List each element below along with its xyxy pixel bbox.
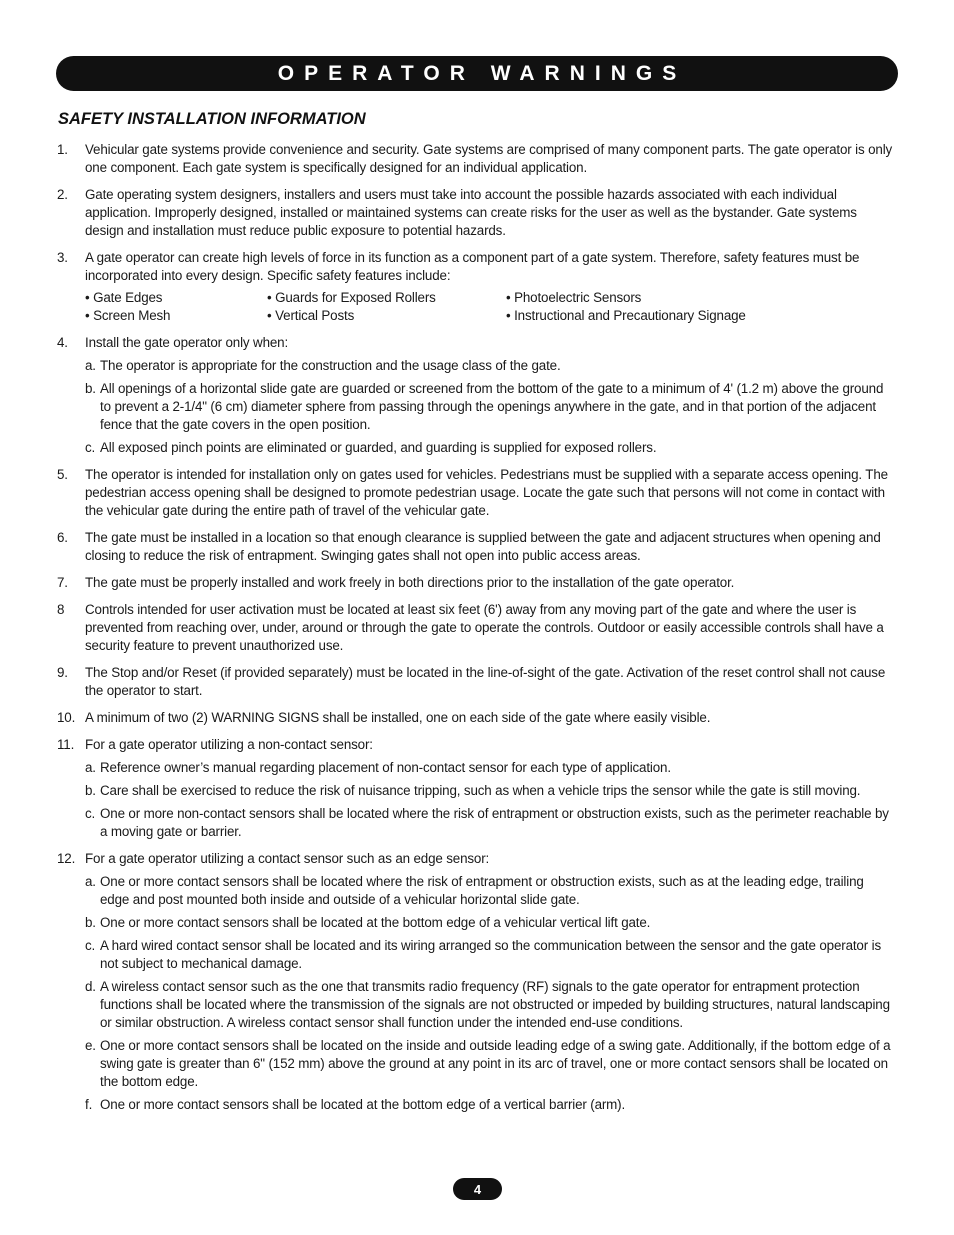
sub-item-letter: a.: [85, 874, 96, 889]
safety-feature-bullet: • Gate Edges: [85, 290, 163, 305]
item-number: 10.: [57, 710, 76, 725]
sub-item-text: All exposed pinch points are eliminated or guarded, and guarding is supplied for exposed rollers.: [100, 440, 657, 455]
sub-item: [85, 914, 895, 932]
list-item: [57, 601, 895, 655]
sub-item-letter: e.: [85, 1038, 96, 1053]
item-number: 2.: [57, 187, 68, 202]
item-text: The gate must be installed in a location so that enough clearance is supplied between the gate and adjacent structures when opening and closing to reduce the risk of entrapment. Swinging gates shall not open into public access areas.: [85, 530, 881, 563]
item-text: A minimum of two (2) WARNING SIGNS shall be installed, one on each side of the gate where easily visible.: [85, 710, 711, 725]
safety-feature-bullet: • Vertical Posts: [267, 308, 355, 323]
sub-item-text: One or more non-contact sensors shall be located where the risk of entrapment or obstruction exists, such as the perimeter reachable by a moving gate or barrier.: [100, 806, 889, 839]
list-item: [57, 709, 895, 727]
sub-item-letter: a.: [85, 760, 96, 775]
safety-features-list: [85, 289, 895, 325]
item-text: A gate operator can create high levels of force in its function as a component part of a gate system. Therefore, safety features must be incorporated into every design. Specific safety features include:: [85, 250, 860, 283]
page-title: OPERATOR WARNINGS: [277, 61, 687, 85]
sub-item-letter: b.: [85, 783, 96, 798]
header-banner: [56, 56, 898, 91]
sub-item-text: Care shall be exercised to reduce the risk of nuisance tripping, such as when a vehicle trips the sensor while the gate is still moving.: [100, 783, 861, 798]
sub-item-text: All openings of a horizontal slide gate are guarded or screened from the bottom of the gate to a minimum of 4' (1.2 m) above the ground to prevent a 2-1/4" (6 cm) diameter sphere from passing through the openings anywhere in the gate, and in that portion of the adjacent fence that the gate covers in the open position.: [100, 381, 884, 432]
item-text: The Stop and/or Reset (if provided separately) must be located in the line-of-sight of the gate. Activation of the reset control shall not cause the operator to start.: [85, 665, 886, 698]
sub-item-text: A wireless contact sensor such as the one that transmits radio frequency (RF) signals to the gate operator for entrapment protection functions shall be located where the transmission of the signals are not obstructed or impeded by building structures, natural landscaping or similar obstruction. A wireless contact sensor shall function under the intended end-use conditions.: [100, 979, 890, 1030]
list-item: [57, 141, 895, 177]
item-text: The operator is intended for installation only on gates used for vehicles. Pedestrians must be supplied with a separate access opening. The pedestrian access opening shall be designed to promote pedestrian usage. Locate the gate such that persons will not come in contact with the vehicular gate during the entire path of travel of the vehicular gate.: [85, 467, 888, 518]
safety-feature-bullet: • Guards for Exposed Rollers: [267, 290, 436, 305]
sub-item-text: The operator is appropriate for the construction and the usage class of the gate.: [100, 358, 561, 373]
sub-item: [85, 357, 895, 375]
sub-item-letter: b.: [85, 915, 96, 930]
list-item: [57, 466, 895, 520]
list-item: [57, 664, 895, 700]
item-number: 11.: [57, 737, 75, 752]
list-item: [57, 334, 895, 457]
sub-item: [85, 873, 895, 909]
page-number-badge: [453, 1178, 502, 1200]
sub-item-letter: c.: [85, 938, 96, 953]
list-item: [57, 186, 895, 240]
sub-item-letter: c.: [85, 806, 96, 821]
item-number: 12.: [57, 851, 76, 866]
item-number: 5.: [57, 467, 68, 482]
sub-item: [85, 782, 895, 800]
sub-item-letter: b.: [85, 381, 96, 396]
safety-feature-bullet: • Photoelectric Sensors: [506, 290, 642, 305]
item-number: 1.: [57, 142, 68, 157]
sub-item-text: One or more contact sensors shall be located where the risk of entrapment or obstruction exists, such as at the leading edge, trailing edge and post mounted both inside and outside of a vehicular horizontal slide gate.: [100, 874, 864, 907]
sub-item-letter: a.: [85, 358, 96, 373]
item-text: Vehicular gate systems provide convenience and security. Gate systems are comprised of many component parts. The gate operator is only one component. Each gate system is specifically designed for an individual application.: [85, 142, 893, 175]
item-text: Gate operating system designers, installers and users must take into account the possible hazards associated with each individual application. Improperly designed, installed or maintained systems can create risks for the user as well as the bystander. Gate systems design and installation must reduce public exposure to potential hazards.: [85, 187, 857, 238]
item-number: 7.: [57, 575, 68, 590]
item-number: 4.: [57, 335, 68, 350]
sub-item: [85, 439, 895, 457]
sub-item-text: One or more contact sensors shall be located on the inside and outside leading edge of a swing gate. Additionally, if the bottom edge of a swing gate is greater than 6" (152 mm) above the ground at any point in its arc of travel, one or more contact sensors shall be located on the bottom edge.: [100, 1038, 891, 1089]
item-text: The gate must be properly installed and work freely in both directions prior to the installation of the gate operator.: [85, 575, 735, 590]
sub-item-letter: d.: [85, 979, 96, 994]
item-text: Install the gate operator only when:: [85, 335, 289, 350]
sub-item: [85, 805, 895, 841]
safety-feature-bullet: • Screen Mesh: [85, 308, 171, 323]
sub-item: [85, 978, 895, 1032]
sub-item-text: One or more contact sensors shall be located at the bottom edge of a vehicular vertical lift gate.: [100, 915, 651, 930]
list-item: [57, 529, 895, 565]
sub-item: [85, 1037, 895, 1091]
sub-item-text: Reference owner’s manual regarding placement of non-contact sensor for each type of application.: [100, 760, 671, 775]
warnings-list: [57, 141, 895, 1123]
item-number: 8: [57, 602, 65, 617]
list-item: [57, 574, 895, 592]
sub-item-letter: f.: [85, 1097, 93, 1112]
item-number: 6.: [57, 530, 68, 545]
sub-item: [85, 937, 895, 973]
sub-item-text: A hard wired contact sensor shall be located and its wiring arranged so the communication between the sensor and the gate operator is not subject to mechanical damage.: [100, 938, 881, 971]
page-number: 4: [473, 1181, 482, 1197]
item-text: For a gate operator utilizing a contact sensor such as an edge sensor:: [85, 851, 490, 866]
list-item: [57, 249, 895, 325]
sub-item: [85, 759, 895, 777]
sub-item: [85, 1096, 895, 1114]
item-text: For a gate operator utilizing a non-contact sensor:: [85, 737, 373, 752]
list-item: [57, 736, 895, 841]
item-number: 3.: [57, 250, 68, 265]
sub-item-text: One or more contact sensors shall be located at the bottom edge of a vertical barrier (arm).: [100, 1097, 626, 1112]
item-text: Controls intended for user activation must be located at least six feet (6') away from any moving part of the gate and where the user is prevented from reaching over, under, around or through the gate to operate the controls. Outdoor or easily accessible controls shall have a security feature to prevent unauthorized use.: [85, 602, 884, 653]
list-item: [57, 850, 895, 1114]
sub-item-letter: c.: [85, 440, 96, 455]
section-heading: SAFETY INSTALLATION INFORMATION: [58, 110, 366, 128]
sub-item: [85, 380, 895, 434]
safety-feature-bullet: • Instructional and Precautionary Signage: [506, 308, 746, 323]
item-number: 9.: [57, 665, 68, 680]
